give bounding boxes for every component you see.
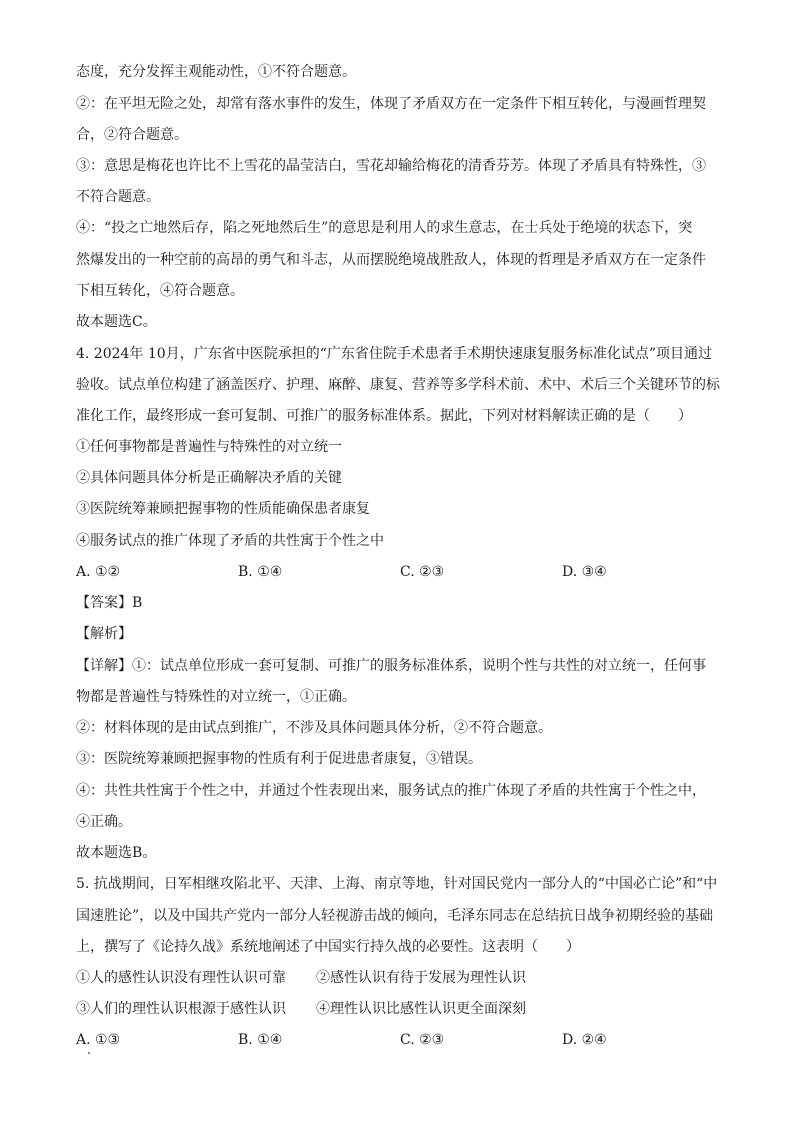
text-line: 准化工作，最终形成一套可复制、可推广的服务标准体系。据此，下列对材料解读正确的是（ ） bbox=[76, 408, 692, 424]
statement: ②感性认识有待于发展为理性认识 bbox=[316, 970, 526, 986]
stray-dot bbox=[88, 1052, 90, 1054]
detail-line: 物都是普遍性与特殊性的对立统一，①正确。 bbox=[76, 689, 356, 705]
detail-line: ②：材料体现的是由试点到推广，不涉及具体问题具体分析，②不符合题意。 bbox=[76, 720, 552, 736]
question-4-stem: 4. 2024年 10月，广东省中医院承担的“广东省住院手术患者手术期快速康复服务标准化试点”项目通过 bbox=[76, 346, 713, 362]
text-line: 国速胜论”，以及中国共产党内一部分人轻视游击战的倾向，毛泽东同志在总结抗日战争初期经验的基础 bbox=[76, 908, 714, 924]
text-line: 不符合题意。 bbox=[76, 189, 160, 205]
text-line: 故本题选C。 bbox=[76, 314, 157, 330]
text-line: 合，②符合题意。 bbox=[76, 127, 188, 143]
text-line: 下相互转化，④符合题意。 bbox=[76, 283, 244, 299]
statement: ①任何事物都是普遍性与特殊性的对立统一 bbox=[76, 439, 342, 455]
text-line: 验收。试点单位构建了涵盖医疗、护理、麻醉、康复、营养等多学科术前、术中、术后三个关键环节的标 bbox=[76, 377, 720, 393]
statement: ④服务试点的推广体现了矛盾的共性寓于个性之中 bbox=[76, 533, 384, 549]
text-line: ②：在平坦无险之处，却常有落水事件的发生，体现了矛盾双方在一定条件下相互转化，与漫画哲理契 bbox=[76, 96, 706, 112]
option-c: C. ②③ bbox=[400, 1032, 445, 1048]
detail-line: ④：共性共性寓于个性之中，并通过个性表现出来，服务试点的推广体现了矛盾的共性寓于个性之中， bbox=[76, 783, 706, 799]
option-a: A. ①③ bbox=[76, 1032, 121, 1048]
detail-line: 【详解】①：试点单位形成一套可复制、可推广的服务标准体系，说明个性与共性的对立统一，任何事 bbox=[76, 658, 706, 674]
statement: ③人们的理性认识根源于感性认识 bbox=[76, 1001, 286, 1017]
statement: ①人的感性认识没有理性认识可靠 bbox=[76, 970, 286, 986]
statement: ②具体问题具体分析是正确解决矛盾的关键 bbox=[76, 470, 342, 486]
statement: ④理性认识比感性认识更全面深刻 bbox=[316, 1001, 526, 1017]
text-line: 然爆发出的一种空前的高昂的勇气和斗志，从而摆脱绝境战胜敌人，体现的哲理是矛盾双方在一定条件 bbox=[76, 252, 706, 268]
text-line: ③：意思是梅花也许比不上雪花的晶莹洁白，雪花却输给梅花的清香芬芳。体现了矛盾具有特殊性，③ bbox=[76, 158, 706, 174]
option-c: C. ②③ bbox=[400, 564, 445, 580]
text-line: ④：“投之亡地然后存，陷之死地然后生”的意思是利用人的求生意志，在士兵处于绝境的状态下，突 bbox=[76, 220, 693, 236]
option-d: D. ②④ bbox=[562, 1032, 607, 1048]
text-line: 上，撰写了《论持久战》系统地阐述了中国实行持久战的必要性。这表明（ ） bbox=[76, 939, 580, 955]
analysis-label: 【解析】 bbox=[76, 626, 132, 642]
text-line: 态度，充分发挥主观能动性，①不符合题意。 bbox=[76, 64, 356, 80]
detail-line: 故本题选B。 bbox=[76, 845, 157, 861]
detail-line: ③：医院统筹兼顾把握事物的性质有利于促进患者康复，③错误。 bbox=[76, 751, 482, 767]
detail-line: ④正确。 bbox=[76, 814, 132, 830]
option-d: D. ③④ bbox=[562, 564, 607, 580]
option-a: A. ①② bbox=[76, 564, 121, 580]
answer-label: 【答案】B bbox=[76, 595, 143, 611]
option-b: B. ①④ bbox=[238, 564, 283, 580]
statement: ③医院统筹兼顾把握事物的性质能确保患者康复 bbox=[76, 501, 370, 517]
question-5-stem: 5. 抗战期间，日军相继攻陷北平、天津、上海、南京等地，针对国民党内一部分人的“中国必亡论”和“中 bbox=[76, 876, 718, 892]
option-b: B. ①④ bbox=[238, 1032, 283, 1048]
